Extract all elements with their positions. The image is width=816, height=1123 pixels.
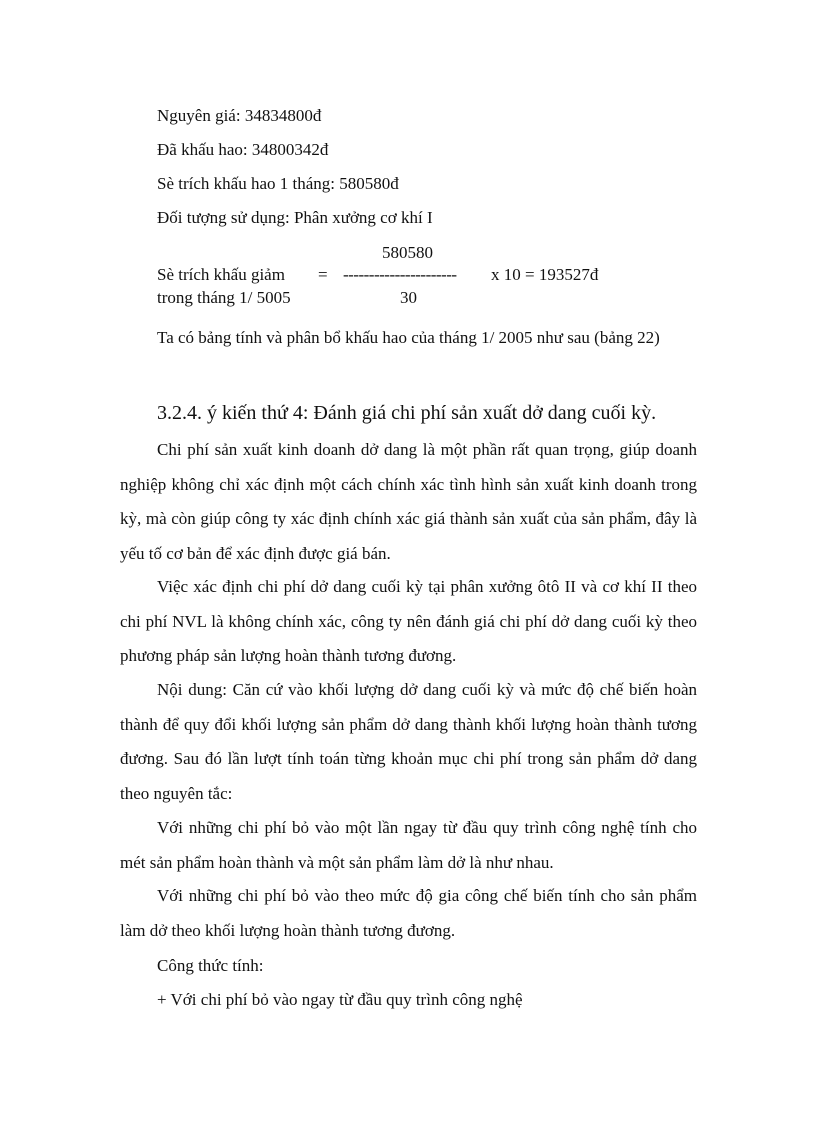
formula-fraction-bar: ---------------------- <box>343 265 457 284</box>
formula-label-line2: trong tháng 1/ 5005 <box>157 288 291 307</box>
asset-monthly-depreciation: Sè trích khấu hao 1 tháng: 580580đ <box>157 174 399 193</box>
intro-paragraph: Ta có bảng tính và phân bổ khấu hao của tháng 1/ 2005 như sau (bảng 22) <box>157 328 660 347</box>
formula-label-line1: Sè trích khấu giảm <box>157 265 285 284</box>
formula-equals: = <box>318 265 328 284</box>
body-paragraph: Với những chi phí bỏ vào một lần ngay từ đầu quy trình công nghệ tính cho mét sản phẩm hoàn thành và một sản phẩm làm dở là như nhau. <box>120 818 697 872</box>
body-paragraph: Nội dung: Căn cứ vào khối lượng dở dang cuối kỳ và mức độ chế biến hoàn thành để quy đổi khối lượng sản phẩm dở dang thành khối lượng hoàn thành tương đương. Sau đó lần lượt tính toán từng khoản mục chi phí trong sản phẩm dở dang theo nguyên tắc: <box>120 680 697 803</box>
formula-numerator: 580580 <box>382 243 433 262</box>
asset-depreciated: Đã khấu hao: 34800342đ <box>157 140 329 159</box>
asset-user: Đối tượng sử dụng: Phân xưởng cơ khí I <box>157 208 433 227</box>
bullet-item: + Với chi phí bỏ vào ngay từ đầu quy trình công nghệ <box>157 990 523 1009</box>
formula-label: Công thức tính: <box>157 956 264 975</box>
formula-multiplier-result: x 10 = 193527đ <box>491 265 599 284</box>
body-paragraph: Việc xác định chi phí dở dang cuối kỳ tại phân xưởng ôtô II và cơ khí II theo chi phí NVL là không chính xác, công ty nên đánh giá chi phí dở dang cuối kỳ theo phương pháp sản lượng hoàn thành tương đương. <box>120 577 697 665</box>
body-paragraph: Chi phí sản xuất kinh doanh dở dang là một phần rất quan trọng, giúp doanh nghiệp không chỉ xác định một cách chính xác tình hình sản xuất kinh doanh trong kỳ, mà còn giúp công ty xác định chính xác giá thành sản xuất của sản phẩm, đây là yếu tố cơ bản để xác định được giá bán. <box>120 440 697 563</box>
formula-denominator: 30 <box>400 288 417 307</box>
body-paragraph: Với những chi phí bỏ vào theo mức độ gia công chế biến tính cho sản phẩm làm dở theo khối lượng hoàn thành tương đương. <box>120 886 697 940</box>
section-heading: 3.2.4. ý kiến thứ 4: Đánh giá chi phí sản xuất dở dang cuối kỳ. <box>157 402 657 424</box>
asset-original-price: Nguyên giá: 34834800đ <box>157 106 322 125</box>
